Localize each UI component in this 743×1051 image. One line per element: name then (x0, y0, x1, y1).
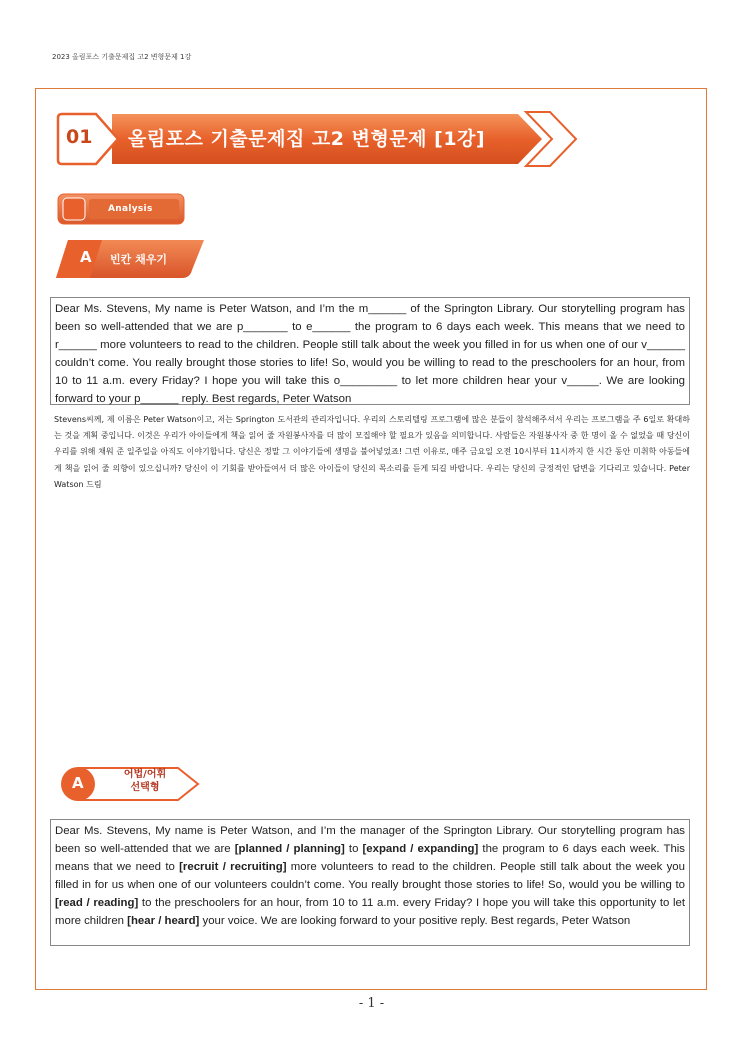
section-b-label-line2: 선택형 (130, 782, 160, 793)
choice-4: [read / reading] (55, 897, 139, 910)
section-b-label (106, 768, 184, 794)
choice-1: [planned / planning] (234, 843, 345, 856)
passage-text: more volunteers to read to the children. People still talk about the week you filled in for us when one of our volunteers couldn’t come. You really brought those stories to life! So, would you be willing to (55, 861, 685, 892)
choice-5: [hear / heard] (127, 915, 200, 928)
page-title: 올림포스 기출문제집 고2 변형문제 [1강] (128, 128, 486, 150)
passage-text: the program to 6 days each week. This means that we need to (55, 843, 686, 874)
section-a-letter: A (80, 248, 92, 266)
section-b-label-line1: 어법/어휘 (123, 769, 167, 780)
analysis-label: Analysis (108, 204, 153, 214)
passage-text: to the preschoolers for an hour, from 10 to 11 a.m. every Friday? I hope you will take this opportunity to let more children (55, 897, 685, 928)
choice-3: [recruit / recruiting] (179, 861, 287, 874)
blank-passage: Dear Ms. Stevens, My name is Peter Watson, and I’m the m______ of the Springton Library. Our storytelling program has been so well-attended that we are p_______ to e______ the program to 6 days each week. This means that we need to r______ more volunteers to read to the children. People still talk about the week you filled in for us when one of our v______ couldn’t come. You really brought those stories to life! So, would you be willing to read to the preschoolers for an hour, from 10 to 11 a.m. every Friday? I hope you will take this o_________ to let more children hear your v_____. We are looking forward to your p______ reply. Best regards, Peter Watson (50, 297, 690, 405)
choice-2: [expand / expanding] (362, 843, 479, 856)
translation: Stevens씨께, 제 이름은 Peter Watson이고, 저는 Springton 도서관의 관리자입니다. 우리의 스토리텔링 프로그램에 많은 분들이 참석해주셔서 우리는 프로그램을 주 6일로 확대하는 것을 계획 중입니다. 이것은 우리가 아이들에게 책을 읽어 줄 자원봉사자를 더 많이 모집해야 할 필요가 있음을 의미합니다. 사람들은 자원봉사자 중 한 명이 올 수 없었을 때 당신이 우리를 위해 채워 준 일주일을 아직도 이야기합니다. 당신은 정말 그 이야기들에 생명을 불어넣었죠! 그런 이유로, 매주 금요일 오전 10시부터 11시까지 한 시간 동안 미취학 아동들에게 책을 읽어 줄 의향이 있으십니까? 당신이 이 기회를 받아들여서 더 많은 아이들이 당신의 목소리를 듣게 되길 바랍니다. 우리는 당신의 긍정적인 답변을 기다리고 있습니다. Peter Watson 드림 (54, 415, 690, 489)
choice-passage (50, 819, 690, 946)
section-b-letter: A (72, 774, 84, 792)
running-header: 2023 올림포스 기출문제집 고2 변형문제 1강 (52, 53, 192, 61)
passage-text: your voice. We are looking forward to your positive reply. Best regards, Peter Watson (199, 915, 631, 928)
passage-text: Dear Ms. Stevens, My name is Peter Watson, and I’m the manager of the Springton Library. Our storytelling program has been so well-attended that we are (55, 825, 685, 856)
page-number: - 1 - (358, 996, 385, 1011)
chapter-number: 01 (66, 126, 93, 148)
section-a-label: 빈칸 채우기 (110, 253, 167, 266)
passage-text: to (344, 843, 363, 856)
